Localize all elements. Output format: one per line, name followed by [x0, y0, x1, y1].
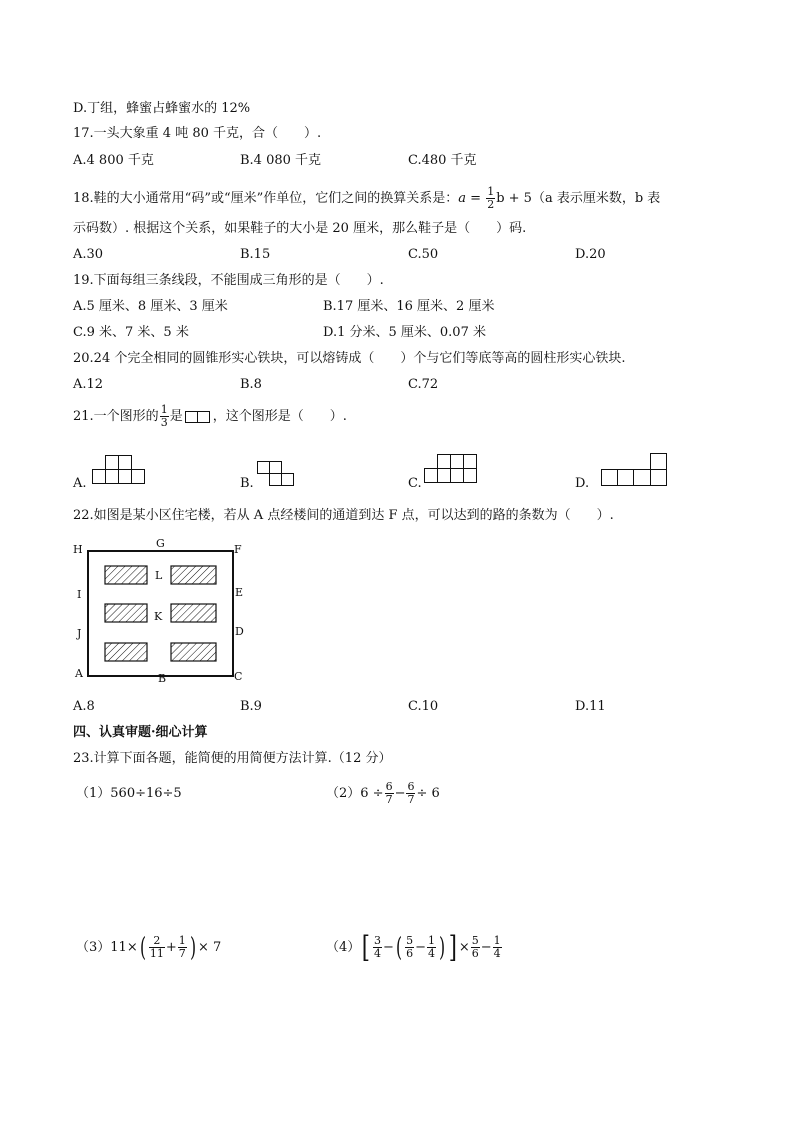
- q23-p2-minus: −: [394, 786, 406, 801]
- label-f: F: [234, 543, 242, 556]
- q23-p3-frac2: $\frac{1}{7}$: [178, 934, 186, 960]
- q22-option-d: D.11: [575, 699, 606, 714]
- q23-p3-plus: +: [165, 940, 177, 955]
- q21-stem-c: ，这个图形是（ ）.: [212, 409, 347, 424]
- q23-p4-frac4: $\frac{5}{6}$: [471, 934, 479, 960]
- q19-option-a: A.5 厘米、8 厘米、3 厘米: [73, 299, 228, 314]
- q23-part2: [326, 778, 440, 810]
- building-4: [171, 604, 216, 622]
- q21-option-d: D.: [575, 476, 590, 491]
- q23-p4-label: （4）: [326, 940, 361, 955]
- q21-stem: [73, 404, 347, 430]
- q17-option-a: A.4 800 千克: [73, 153, 154, 168]
- q23-p4-frac1: $\frac{3}{4}$: [374, 934, 381, 960]
- q18-formula-fraction: [486, 186, 495, 211]
- q22-option-b: B.9: [240, 699, 262, 714]
- q23-p4-frac3: $\frac{1}{4}$: [427, 934, 435, 960]
- section-4-title: 四、认真审题·细心计算: [73, 725, 208, 740]
- q19-option-c: C.9 米、7 米、5 米: [73, 325, 189, 340]
- q18-formula-lhs: a =: [458, 191, 486, 206]
- q17-option-c: C.480 千克: [408, 153, 477, 168]
- q23-p4-frac5: $\frac{1}{4}$: [493, 934, 501, 960]
- label-l: L: [155, 569, 163, 582]
- q23-p2-end: ÷ 6: [416, 786, 440, 801]
- q23-p3-end: × 7: [197, 940, 222, 955]
- q23-p4-minus3: −: [480, 940, 492, 955]
- q18-formula-rhs: b + 5: [496, 191, 532, 206]
- label-k: K: [154, 610, 163, 623]
- q20-option-b: B.8: [240, 377, 262, 392]
- q18-option-d: D.20: [575, 247, 606, 262]
- q18-option-b: B.15: [240, 247, 271, 262]
- q21-option-a: A.: [73, 476, 87, 491]
- q18-stem-line1: [73, 186, 660, 211]
- q23-p3-frac1: $\frac{2}{11}$: [149, 934, 164, 960]
- q17-option-b: B.4 080 千克: [240, 153, 322, 168]
- q21-fraction: [160, 404, 169, 429]
- q18-option-a: A.30: [73, 247, 104, 262]
- q23-p2-frac2: $\frac{6}{7}$: [407, 780, 415, 806]
- q18-frac-den: 2: [487, 198, 495, 211]
- q23-stem: 23.计算下面各题，能简便的用简便方法计算.（12 分）: [73, 751, 392, 766]
- q18-stem-line2: 示码数）. 根据这个关系，如果鞋子的大小是 20 厘米，那么鞋子是（ ）码.: [73, 221, 527, 236]
- q16-option-d: D.丁组，蜂蜜占蜂蜜水的 12%: [73, 101, 251, 116]
- q23-p3-label: （3）11×: [76, 940, 138, 955]
- q23-p4-frac2: $\frac{5}{6}$: [406, 934, 414, 960]
- two-square-figure: [185, 411, 211, 423]
- q21-stem-a: 21.一个图形的: [73, 409, 159, 424]
- q23-part1: （1）560÷16÷5: [76, 786, 182, 801]
- label-g: G: [156, 537, 165, 550]
- q20-stem: 20.24 个完全相同的圆锥形实心铁块，可以熔铸成（ ）个与它们等底等高的圆柱形实心铁块.: [73, 351, 626, 366]
- q21-option-c-figure: [424, 454, 482, 486]
- label-e: E: [235, 586, 244, 599]
- q21-option-b-figure: [257, 461, 297, 489]
- q17-stem: 17.一头大象重 4 吨 80 千克，合（ ）.: [73, 126, 322, 141]
- label-i: I: [77, 588, 82, 601]
- building-2: [171, 566, 216, 584]
- q22-option-a: A.8: [73, 699, 95, 714]
- q21-option-b: B.: [240, 476, 254, 491]
- q22-option-c: C.10: [408, 699, 439, 714]
- q23-part3: （3）11×( $\frac{2}{11}$ + $\frac{1}{7}$ ) × 7: [76, 932, 222, 963]
- q23-p4-minus: −: [383, 940, 394, 955]
- building-5: [105, 643, 147, 661]
- q18-stem-b: （a 表示厘米数，b 表: [531, 191, 661, 206]
- q21-frac-num: 1: [160, 403, 168, 416]
- building-3: [105, 604, 147, 622]
- q23-p4-times: ×: [458, 940, 470, 955]
- building-1: [105, 566, 147, 584]
- q23-p4-minus2: −: [415, 940, 426, 955]
- q22-building-map: [70, 536, 250, 686]
- label-a: A: [75, 667, 83, 680]
- label-d: D: [235, 625, 244, 638]
- label-j: J: [77, 627, 82, 640]
- q20-option-c: C.72: [408, 377, 439, 392]
- q21-option-a-figure: [92, 455, 148, 487]
- q22-stem: 22.如图是某小区住宅楼，若从 A 点经楼间的通道到达 F 点，可以达到的路的条数为（ ）.: [73, 508, 614, 523]
- label-c: C: [234, 670, 243, 683]
- q23-p2-frac1: $\frac{6}{7}$: [385, 780, 393, 806]
- q21-stem-b: 是: [169, 409, 183, 424]
- q20-option-a: A.12: [73, 377, 104, 392]
- q19-option-d: D.1 分米、5 厘米、0.07 米: [323, 325, 486, 340]
- q23-p2-label: （2）6 ÷: [326, 786, 384, 801]
- label-h: H: [73, 543, 83, 556]
- q19-option-b: B.17 厘米、16 厘米、2 厘米: [323, 299, 495, 314]
- q18-stem-a: 18.鞋的大小通常用“码”或“厘米”作单位，它们之间的换算关系是：: [73, 191, 459, 206]
- q21-option-c: C.: [408, 476, 422, 491]
- label-b: B: [158, 672, 167, 685]
- q23-part4: （4）[ $\frac{3}{4}$ −( $\frac{5}{6}$ − $\frac{1}{4}$ ) ] × $\frac{5}{6}$ − $\frac{1}{4}$: [326, 929, 501, 965]
- q21-frac-den: 3: [160, 416, 168, 429]
- q19-stem: 19.下面每组三条线段，不能围成三角形的是（ ）.: [73, 273, 384, 288]
- q18-frac-num: 1: [487, 185, 495, 198]
- q21-option-d-figure: [601, 453, 671, 487]
- building-6: [171, 643, 216, 661]
- q18-option-c: C.50: [408, 247, 439, 262]
